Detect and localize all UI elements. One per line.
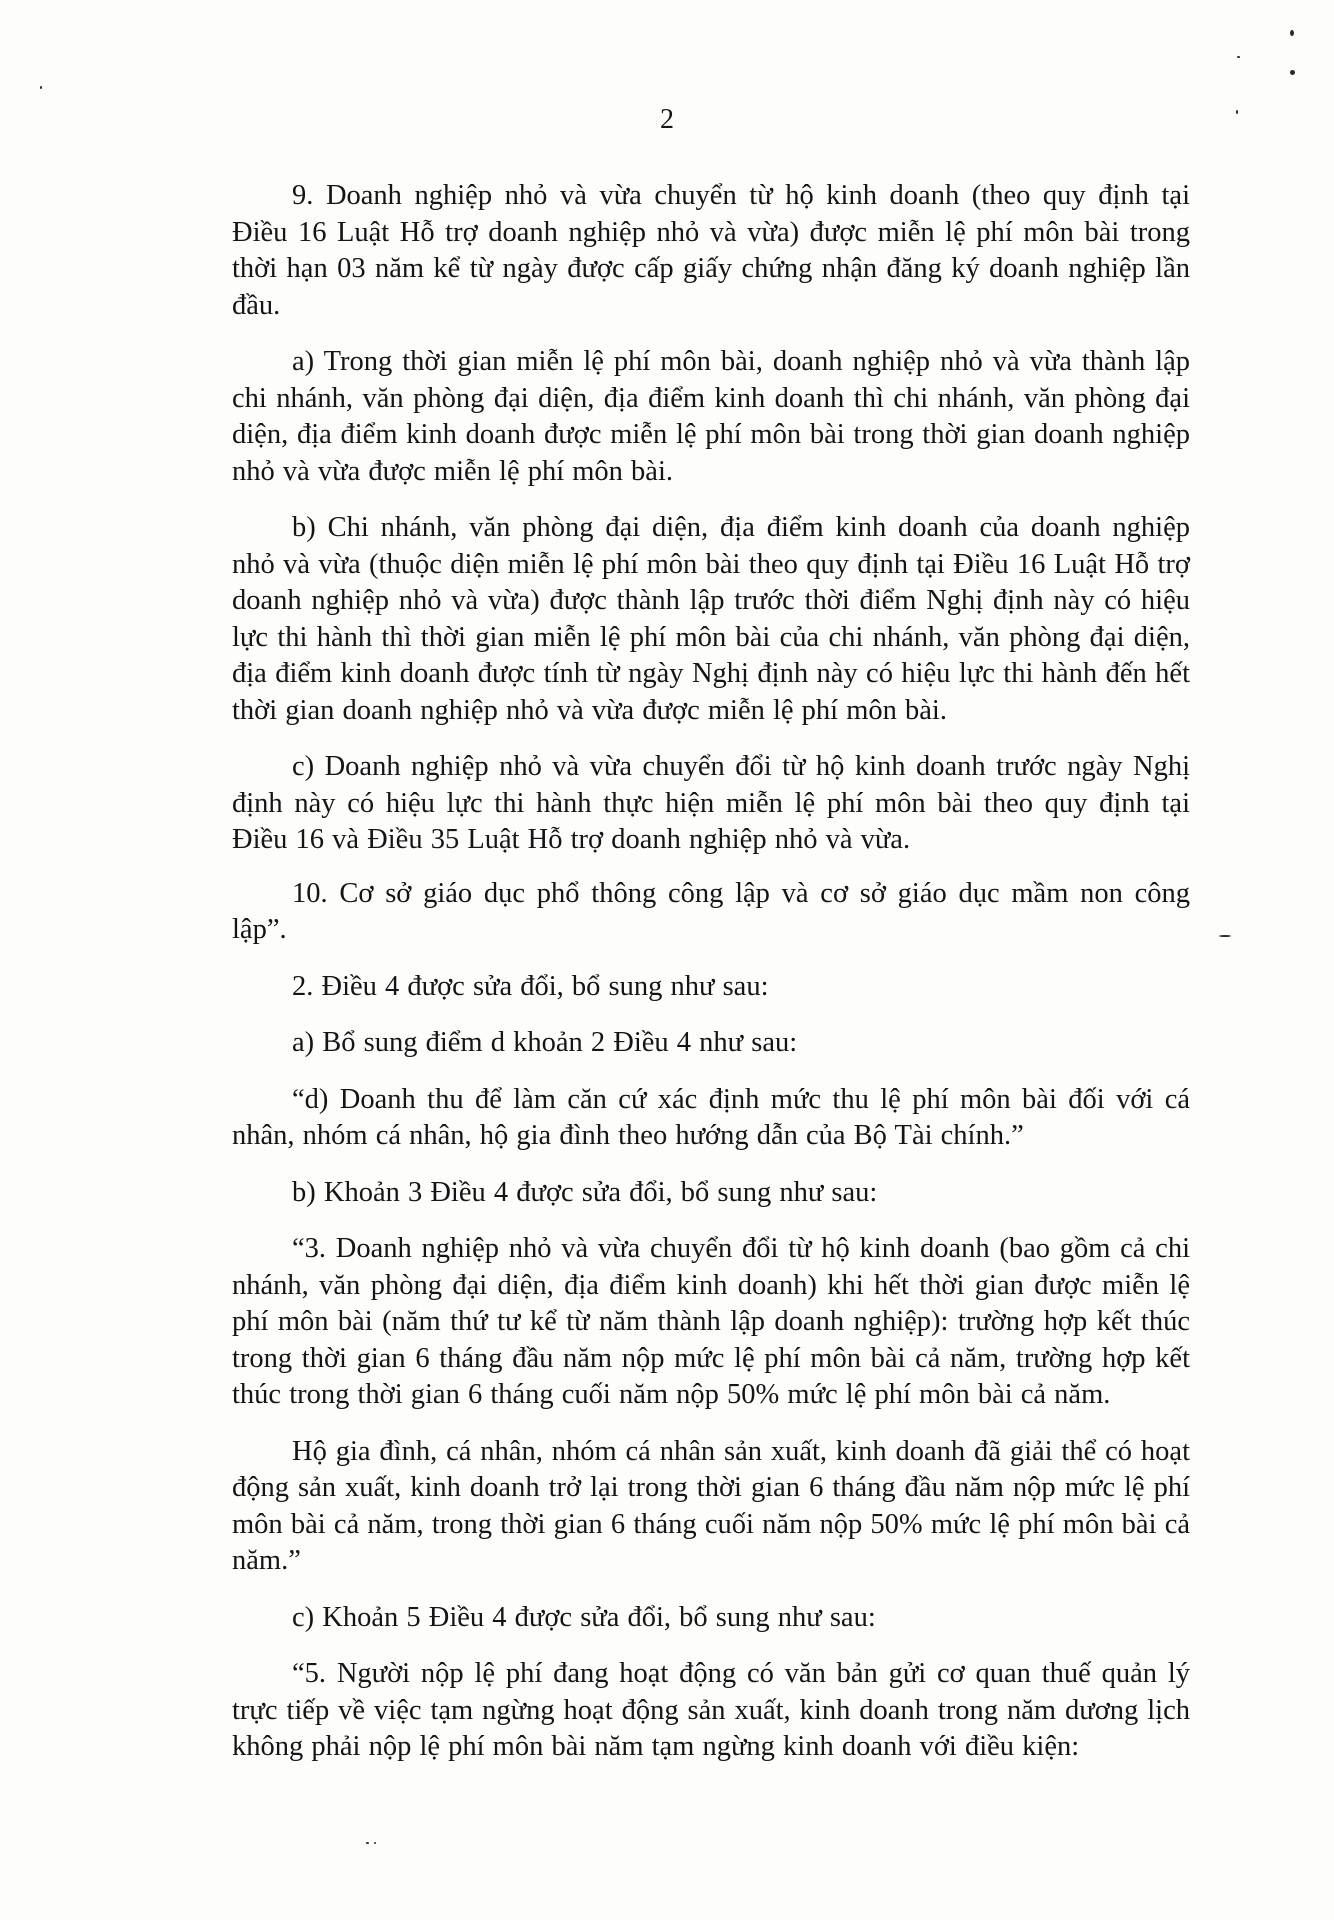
paragraph-quote-clause-5: “5. Người nộp lệ phí đang hoạt động có văn bản gửi cơ quan thuế quản lý trực tiếp về việc tạm ngừng hoạt động sản xuất, kinh doanh trong năm dương lịch không phải nộp lệ phí môn bài năm tạm ngừng kinh doanh với điều kiện: (232, 1658, 1190, 1762)
scan-speck (374, 1842, 376, 1844)
scan-speck (366, 1842, 369, 1844)
paragraph-quote-clause-3: “3. Doanh nghiệp nhỏ và vừa chuyển đổi từ hộ kinh doanh (bao gồm cả chi nhánh, văn phòng đại diện, địa điểm kinh doanh) khi hết thời gian được miễn lệ phí môn bài (năm thứ tư kể từ năm thành lập doanh nghiệp): trường hợp kết thúc trong thời gian 6 tháng đầu năm nộp mức lệ phí môn bài cả năm, trường hợp kết thúc trong thời gian 6 tháng cuối năm nộp 50% mức lệ phí môn bài cả năm. (232, 1233, 1190, 1410)
scan-speck (1237, 56, 1240, 58)
document-body (232, 178, 1190, 1766)
paragraph-article-4-point-a: a) Bổ sung điểm d khoản 2 Điều 4 như sau: (292, 1027, 798, 1058)
paragraph-article-4-point-b: b) Khoản 3 Điều 4 được sửa đổi, bổ sung như sau: (292, 1176, 878, 1208)
paragraph-households-dissolved: Hộ gia đình, cá nhân, nhóm cá nhân sản xuất, kinh doanh đã giải thể có hoạt động sản xuất, kinh doanh trở lại trong thời gian 6 tháng đầu năm nộp mức lệ phí môn bài cả năm, trong thời gian 6 tháng cuối năm nộp 50% mức lệ phí môn bài cả năm.” (232, 1435, 1190, 1576)
paragraph-point-a: a) Trong thời gian miễn lệ phí môn bài, doanh nghiệp nhỏ và vừa thành lập chi nhánh, văn phòng đại diện, địa điểm kinh doanh thì chi nhánh, văn phòng đại diện, địa điểm kinh doanh được miễn lệ phí môn bài trong thời gian doanh nghiệp nhỏ và vừa được miễn lệ phí môn bài. (232, 346, 1190, 487)
paragraph-item-9: 9. Doanh nghiệp nhỏ và vừa chuyển từ hộ kinh doanh (theo quy định tại Điều 16 Luật Hỗ trợ doanh nghiệp nhỏ và vừa) được miễn lệ phí môn bài trong thời hạn 03 năm kể từ ngày được cấp giấy chứng nhận đăng ký doanh nghiệp lần đầu. (232, 180, 1190, 321)
paragraph-point-c: c) Doanh nghiệp nhỏ và vừa chuyển đổi từ hộ kinh doanh trước ngày Nghị định này có hiệu lực thi hành thực hiện miễn lệ phí môn bài theo quy định tại Điều 16 và Điều 35 Luật Hỗ trợ doanh nghiệp nhỏ và vừa. (232, 751, 1190, 855)
scan-speck (40, 86, 42, 89)
page-number: 2 (660, 104, 674, 135)
scan-speck (1219, 935, 1231, 937)
paragraph-item-10: 10. Cơ sở giáo dục phổ thông công lập và cơ sở giáo dục mầm non công lập”. (232, 877, 1190, 945)
paragraph-point-b: b) Chi nhánh, văn phòng đại diện, địa điểm kinh doanh của doanh nghiệp nhỏ và vừa (thuộc diện miễn lệ phí môn bài theo quy định tại Điều 16 Luật Hỗ trợ doanh nghiệp nhỏ và vừa) được thành lập trước thời điểm Nghị định này có hiệu lực thi hành thì thời gian miễn lệ phí môn bài của chi nhánh, văn phòng đại diện, địa điểm kinh doanh được tính từ ngày Nghị định này có hiệu lực thi hành đến hết thời gian doanh nghiệp nhỏ và vừa được miễn lệ phí môn bài. (232, 512, 1190, 726)
scan-speck (1290, 70, 1295, 75)
paragraph-article-4-point-c: c) Khoản 5 Điều 4 được sửa đổi, bổ sung như sau: (292, 1601, 876, 1633)
paragraph-quote-d: “d) Doanh thu để làm căn cứ xác định mức thu lệ phí môn bài đối với cá nhân, nhóm cá nhân, hộ gia đình theo hướng dẫn của Bộ Tài chính.” (232, 1083, 1190, 1151)
scan-speck (1290, 30, 1294, 36)
paragraph-article-4-amendment: 2. Điều 4 được sửa đổi, bổ sung như sau: (292, 970, 769, 1002)
